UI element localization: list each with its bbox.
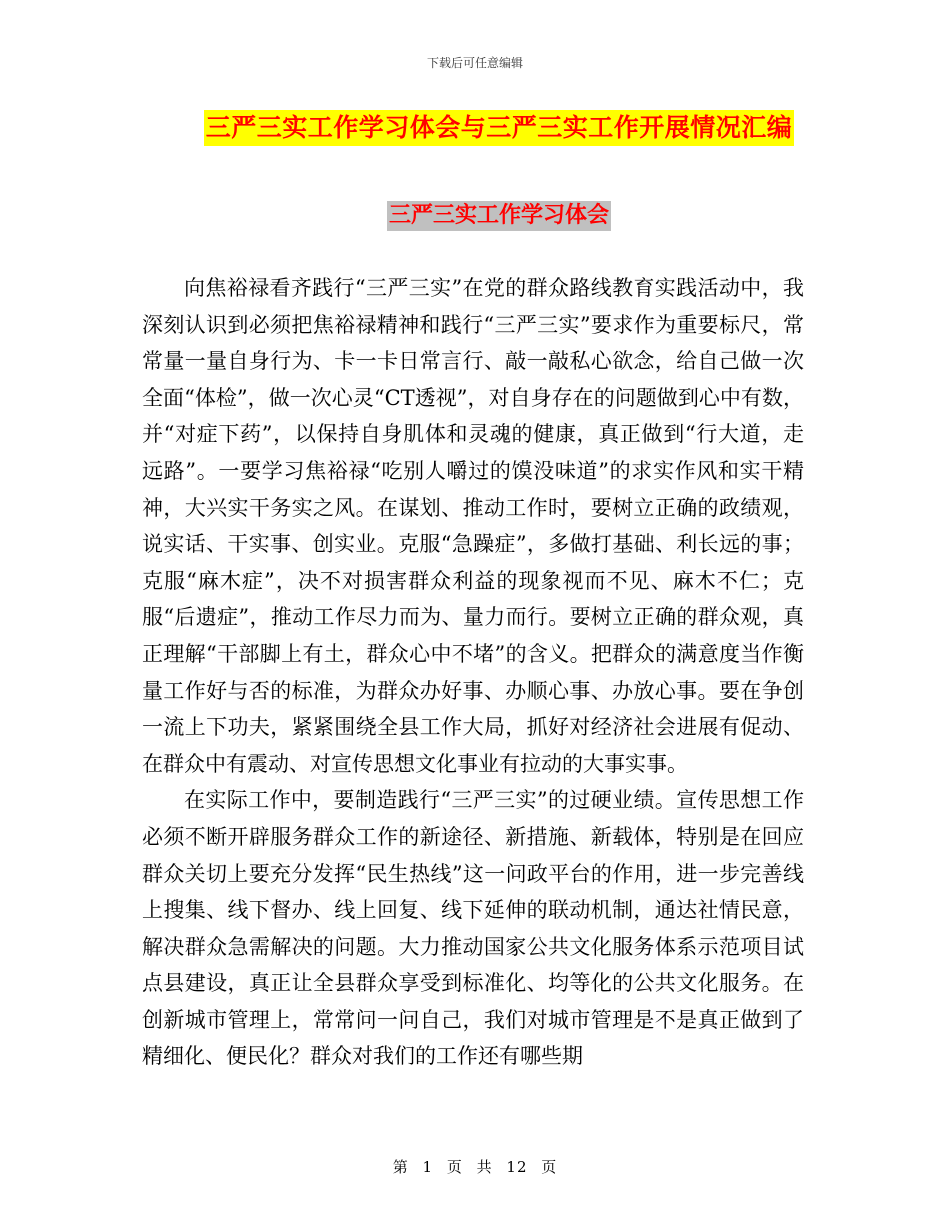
header-note: 下载后可任意编辑 — [426, 56, 523, 70]
footer-page-unit: 页 — [446, 1158, 463, 1176]
section-title: 三严三实工作学习体会 — [387, 201, 611, 231]
main-title: 三严三实工作学习体会与三严三实工作开展情况汇编 — [204, 110, 795, 146]
footer-total-pages: 12 — [506, 1158, 528, 1176]
footer-page-number: 1 — [422, 1158, 434, 1176]
paragraph: 在实际工作中，要制造践行“三严三实”的过硬业绩。宣传思想工作必须不断开辟服务群众工作的新途径、新措施、新载体，特别是在回应群众关切上要充分发挥“民生热线”这一问政平台的作用，进一步完善线上搜集、线下督办、线上回复、线下延伸的联动机制，通达社情民意，解决群众急需解决的问题。大力推动国家公共文化服务体系示范项目试点县建设，真正让全县群众享受到标准化、均等化的公共文化服务。在创新城市管理上，常常问一问自己，我们对城市管理是不是真正做到了精细化、便民化？群众对我们的工作还有哪些期 — [142, 788, 804, 1069]
section-title-container — [0, 201, 950, 231]
footer-total-label: 共 — [476, 1158, 493, 1176]
page-footer — [0, 1156, 950, 1177]
document-body — [142, 270, 804, 1075]
paragraph: 向焦裕禄看齐践行“三严三实”在党的群众路线教育实践活动中，我深刻认识到必须把焦裕禄精神和践行“三严三实”要求作为重要标尺，常常量一量自身行为、卡一卡日常言行、敲一敲私心欲念，给自己做一次全面“体检”，做一次心灵“CT透视”，对自身存在的问题做到心中有数，并“对症下药”，以保持自身肌体和灵魂的健康，真正做到“行大道，走远路”。一要学习焦裕禄“吃别人嚼过的馍没味道”的求实作风和实干精神，大兴实干务实之风。在谋划、推动工作时，要树立正确的政绩观，说实话、干实事、创实业。克服“急躁症”，多做打基础、利长远的事；克服“麻木症”，决不对损害群众利益的现象视而不见、麻木不仁；克服“后遗症”，推动工作尽力而为、量力而行。要树立正确的群众观，真正理解“干部脚上有土，群众心中不堵”的含义。把群众的满意度当作衡量工作好与否的标准，为群众办好事、办顺心事、办放心事。要在争创一流上下功夫，紧紧围绕全县工作大局，抓好对经济社会进展有促动、在群众中有震动、对宣传思想文化事业有拉动的大事实事。 — [142, 276, 804, 776]
footer-total-unit: 页 — [541, 1158, 558, 1176]
footer-page-label: 第 — [392, 1158, 409, 1176]
main-title-container — [0, 110, 950, 146]
